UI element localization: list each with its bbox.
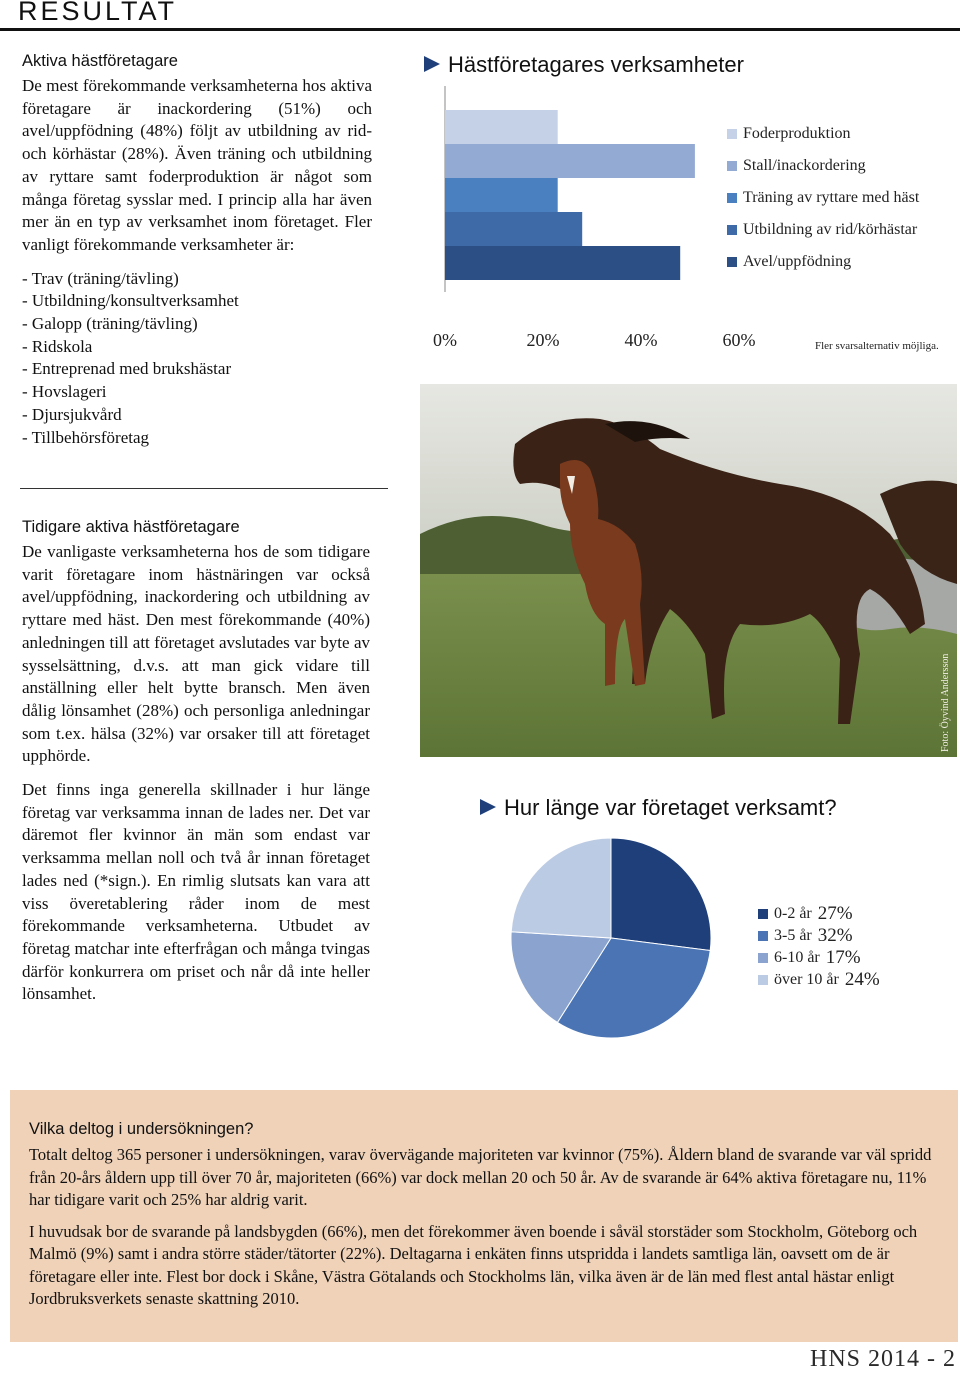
legend-swatch — [727, 257, 737, 267]
bar-3 — [445, 178, 558, 212]
list-item: - Djursjukvård — [22, 404, 122, 424]
pie-slice-4 — [511, 838, 611, 938]
legend-swatch — [758, 975, 768, 985]
bar-group — [445, 110, 695, 280]
former-heading: Tidigare aktiva hästföretagare — [22, 518, 240, 536]
bar-2 — [445, 144, 695, 178]
legend-item: Avel/uppfödning — [727, 246, 919, 278]
list-item: - Utbildning/konsultverksamhet — [22, 291, 239, 311]
photo-credit: Foto: Öyvind Andersson — [940, 653, 951, 752]
x-tick-label: 60% — [722, 330, 756, 350]
chart-note: Fler svarsalternativ möjliga. — [815, 340, 939, 352]
activities-bar-chart — [420, 80, 780, 360]
legend-swatch — [727, 129, 737, 139]
page-section-title: RESULTAT — [18, 0, 178, 26]
legend-swatch — [758, 953, 768, 963]
horses-photo — [420, 384, 957, 757]
legend-swatch — [758, 909, 768, 919]
active-paragraph: De mest förekommande verksamheterna hos aktiva företagare är inackordering (51%) och avel/uppfödning (48%) följt av utbildning av rid- och körhästar (28%). Även träning och utbildning av ryttare samt foderproduktion är något som många företag sysslar med. I princip alla har även mer än en typ av verksamhet inom företaget. Fler vanligt förekommande verksamheter är: — [22, 76, 372, 254]
bar-chart-legend — [727, 118, 919, 278]
list-item: - Entreprenad med brukshästar — [22, 359, 232, 379]
bar-4 — [445, 212, 582, 246]
header-rule — [0, 28, 960, 31]
list-item: - Ridskola — [22, 336, 93, 356]
legend-item: 6-10 år 17% — [758, 947, 880, 969]
pie-value-label: 17% — [825, 947, 861, 968]
list-item: - Trav (träning/tävling) — [22, 268, 179, 288]
legend-item: 3-5 år 32% — [758, 925, 880, 947]
x-tick-label: 20% — [526, 330, 560, 350]
x-tick-label: 0% — [433, 330, 457, 350]
legend-item: Foderproduktion — [727, 118, 919, 150]
triangle-bullet-icon — [424, 56, 440, 72]
active-heading: Aktiva hästföretagare — [22, 52, 178, 70]
survey-paragraph-1: Totalt deltog 365 personer i undersökningen, varav övervägande majoriteten var kvinnor (75%). Åldern bland de svarande var väl spridd från 20-års åldern upp till över 70 år, majoriteten (66%) var dock mellan 20 och 50 år. Av de svarande är 64% aktiva företagare nu, 11% har tidigare varit och 25% har aldrig varit. — [29, 1145, 932, 1209]
legend-item: 0-2 år 27% — [758, 903, 880, 925]
pie-group — [511, 838, 711, 1038]
page-footer: HNS 2014 - 2 — [809, 1346, 956, 1372]
pie-slice-1 — [611, 838, 711, 951]
pie-value-label: 27% — [817, 903, 853, 924]
legend-item: över 10 år 24% — [758, 969, 880, 991]
list-item: - Galopp (träning/tävling) — [22, 314, 198, 334]
x-tick-group — [433, 330, 756, 350]
bar-1 — [445, 110, 558, 144]
triangle-bullet-icon — [480, 799, 496, 815]
former-paragraph-2: Det finns inga generella skillnader i hur länge företag var verksamma innan de lades ner. Det var däremot fler kvinnor än män som endast var verksamma mellan noll och två år innan företaget lades ned (*sign.). En rimlig slutsats kan vara att viss överetablering råder inom de mest förekommande verksamheterna. Utbudet av företag matchar inte efterfrågan och många tvingas därför konkurrera om priset och når då inte heller lönsamhet. — [22, 780, 370, 1004]
legend-item: Utbildning av rid/körhästar — [727, 214, 919, 246]
column-divider — [20, 488, 388, 489]
active-section — [22, 52, 372, 449]
activity-list — [22, 268, 372, 450]
x-tick-label: 40% — [624, 330, 658, 350]
pie-chart-title: Hur länge var företaget verksamt? — [480, 795, 837, 821]
list-item: - Hovslageri — [22, 382, 107, 402]
survey-heading: Vilka deltog i undersökningen? — [29, 1120, 254, 1138]
legend-item: Stall/inackordering — [727, 150, 919, 182]
pie-value-label: 24% — [844, 969, 880, 990]
duration-pie-chart — [505, 832, 717, 1044]
pie-value-label: 32% — [817, 925, 853, 946]
legend-swatch — [727, 225, 737, 235]
pie-chart-legend — [758, 903, 880, 991]
bar-chart-title: Hästföretagares verksamheter — [424, 52, 744, 78]
survey-paragraph-2: I huvudsak bor de svarande på landsbygden (66%), men det förekommer även boende i såväl storstäder som Stockholm, Göteborg och Malmö (9%) samt i andra större städer/tätorter (22%). Deltagarna i enkäten finns utspridda i landets samtliga län, oavsett om de är företagare eller inte. Flest bor dock i Skåne, Västra Götalands och Stockholms län, vilka även är de län med flest antal hästar enligt Jordbruksverkets senaste skattning 2010. — [29, 1221, 918, 1308]
bar-5 — [445, 246, 680, 280]
legend-swatch — [727, 193, 737, 203]
former-paragraph-1: De vanligaste verksamheterna hos de som tidigare varit företagare inom hästnäringen var också avel/uppfödning, inackordering och utbildning av ryttare med häst. Den mest förekommande (40%) anledningen till att företaget avslutades var byte av sysselsättning, d.v.s. att man gick vidare till anställning eller helt bytte bransch. Men även dålig lönsamhet (28%) och personliga anledningar som t.ex. hälsa (32%) var orsaker till att företaget upphörde. — [22, 542, 370, 766]
survey-box — [10, 1090, 958, 1342]
legend-swatch — [727, 161, 737, 171]
list-item: - Tillbehörsföretag — [22, 427, 150, 447]
legend-swatch — [758, 931, 768, 941]
former-section — [22, 518, 370, 1006]
legend-item: Träning av ryttare med häst — [727, 182, 919, 214]
